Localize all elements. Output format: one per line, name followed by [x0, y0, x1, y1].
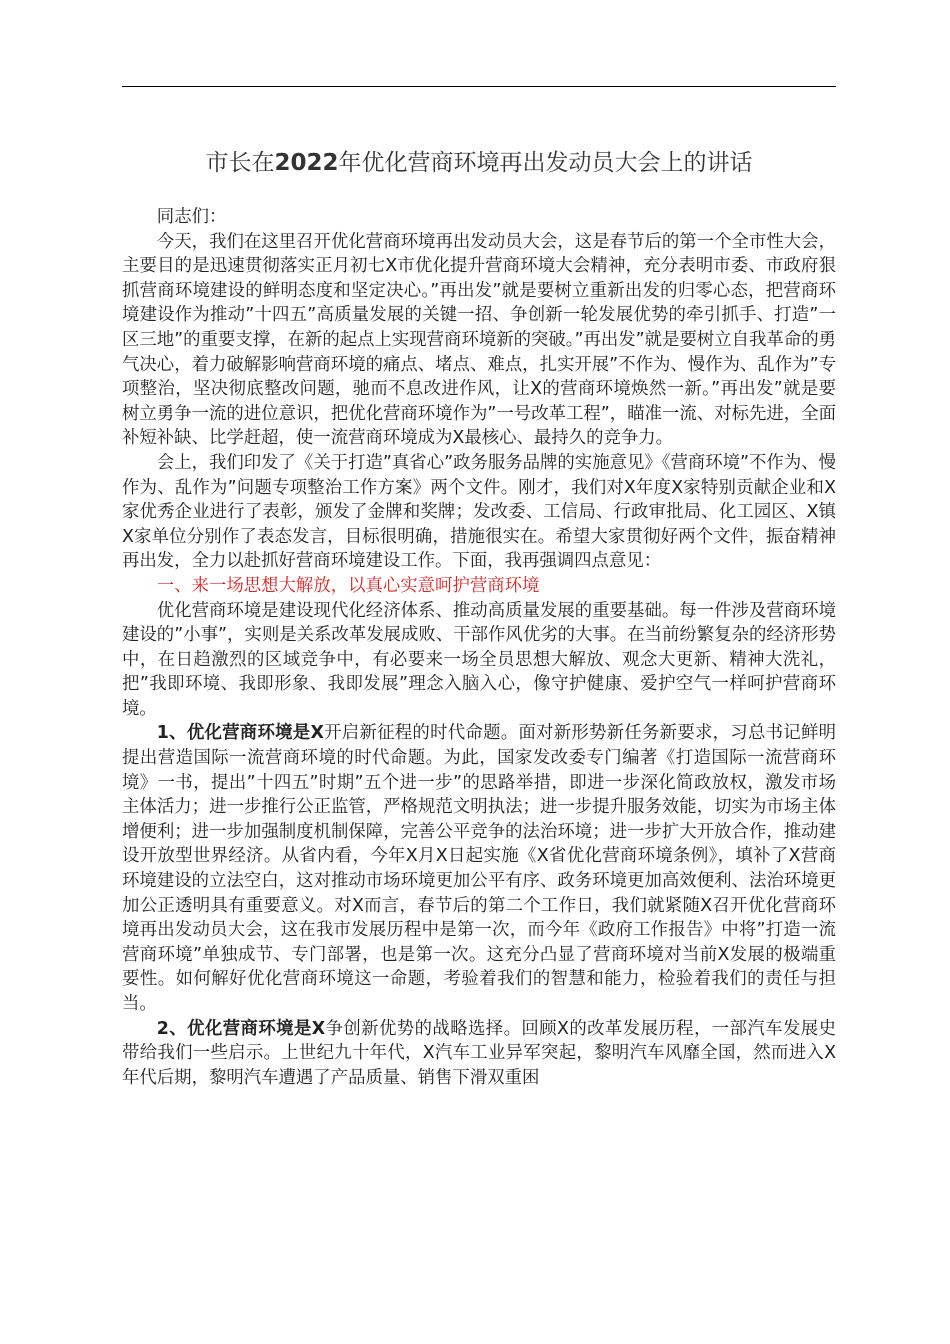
paragraph-5-lead: 2、优化营商环境是X [156, 1018, 326, 1039]
salutation: 同志们： [156, 207, 227, 227]
paragraph-4 [122, 721, 836, 1016]
document-body [122, 205, 836, 1090]
paragraph-2: 会上，我们印发了《关于打造”真省心”政务服务品牌的实施意见》《营商环境”不作为、慢作为、乱作为”问题专项整治工作方案》两个文件。刚才，我们对X年度X家特别贡献企业和X家优秀企业进行了表彰，颁发了金牌和奖牌；发改委、工信局、行政审批局、化工园区、X镇X家单位分别作了表态发言，目标很明确，措施很实在。希望大家贯彻好两个文件，振奋精神再出发，全力以赴抓好营商环境建设工作。下面，我再强调四点意见： [122, 452, 836, 572]
paragraph-5 [122, 1017, 836, 1091]
title-year: 2022 [274, 150, 339, 176]
document-title [122, 146, 836, 180]
title-prefix: 市长在 [205, 150, 275, 176]
section-heading-1: 一、来一场思想大解放，以真心实意呵护营商环境 [156, 575, 540, 596]
header-rule [122, 86, 836, 87]
paragraph-1: 今天，我们在这里召开优化营商环境再出发动员大会，这是春节后的第一个全市性大会，主要目的是迅速贯彻落实正月初七X市优化提升营商环境大会精神，充分表明市委、市政府狠抓营商环境建设的鲜明态度和坚定决心。”再出发”就是要树立重新出发的归零心态，把营商环境建设作为推动”十四五”高质量发展的关键一招、争创新一轮发展优势的牵引抓手、打造”一区三地”的重要支撑，在新的起点上实现营商环境新的突破。”再出发”就是要树立自我革命的勇气决心，着力破解影响营商环境的痛点、堵点、难点，扎实开展”不作为、慢作为、乱作为”专项整治，坚决彻底整改问题，驰而不息改进作风，让X的营商环境焕然一新。”再出发”就是要树立勇争一流的进位意识，把优化营商环境作为”一号改革工程”，瞄准一流、对标先进，全面补短补缺、比学赶超，使一流营商环境成为X最核心、最持久的竞争力。 [122, 231, 836, 449]
paragraph-4-text: 开启新征程的时代命题。面对新形势新任务新要求，习总书记鲜明提出营造国际一流营商环境的时代命题。为此，国家发改委专门编著《打造国际一流营商环境》一书，提出”十四五”时期”五个进一步”的思路举措，即进一步深化简政放权，激发市场主体活力；进一步推行公正监管，严格规范文明执法；进一步提升服务效能，切实为市场主体增便利；进一步加强制度机制保障，完善公平竞争的法治环境；进一步扩大开放合作，推动建设开放型世界经济。从省内看，今年X月X日起实施《X省优化营商环境条例》，填补了X营商环境建设的立法空白，这对推动市场环境更加公平有序、政务环境更加高效便利、法治环境更加公正透明具有重要意义。对X而言，春节后的第二个工作日，我们就紧随X召开优化营商环境再出发动员大会，这在我市发展历程中是第一次，而今年《政府工作报告》中将”打造一流营商环境”单独成节、专门部署，也是第一次。这充分凸显了营商环境对当前X发展的极端重要性。如何解好优化营商环境这一命题，考验着我们的智慧和能力，检验着我们的责任与担当。 [122, 723, 836, 1014]
paragraph-3: 优化营商环境是建设现代化经济体系、推动高质量发展的重要基础。每一件涉及营商环境建设的”小事”，实则是关系改革发展成败、干部作风优劣的大事。在当前纷繁复杂的经济形势中，在日趋激烈的区域竞争中，有必要来一场全员思想大解放、观念大更新、精神大洗礼，把”我即环境、我即形象、我即发展”理念入脑入心，像守护健康、爱护空气一样呵护营商环境。 [122, 600, 836, 719]
paragraph-4-lead: 1、优化营商环境是X [156, 723, 324, 744]
paragraph-5-text: 争创新优势的战略选择。回顾X的改革发展历程，一部汽车发展史带给我们一些启示。上世纪九十年代，X汽车工业异军突起，黎明汽车风靡全国，然而进入X年代后期，黎明汽车遭遇了产品质量、销售下滑双重困 [122, 1018, 836, 1088]
title-suffix: 年优化营商环境再出发动员大会上的讲话 [338, 150, 753, 176]
